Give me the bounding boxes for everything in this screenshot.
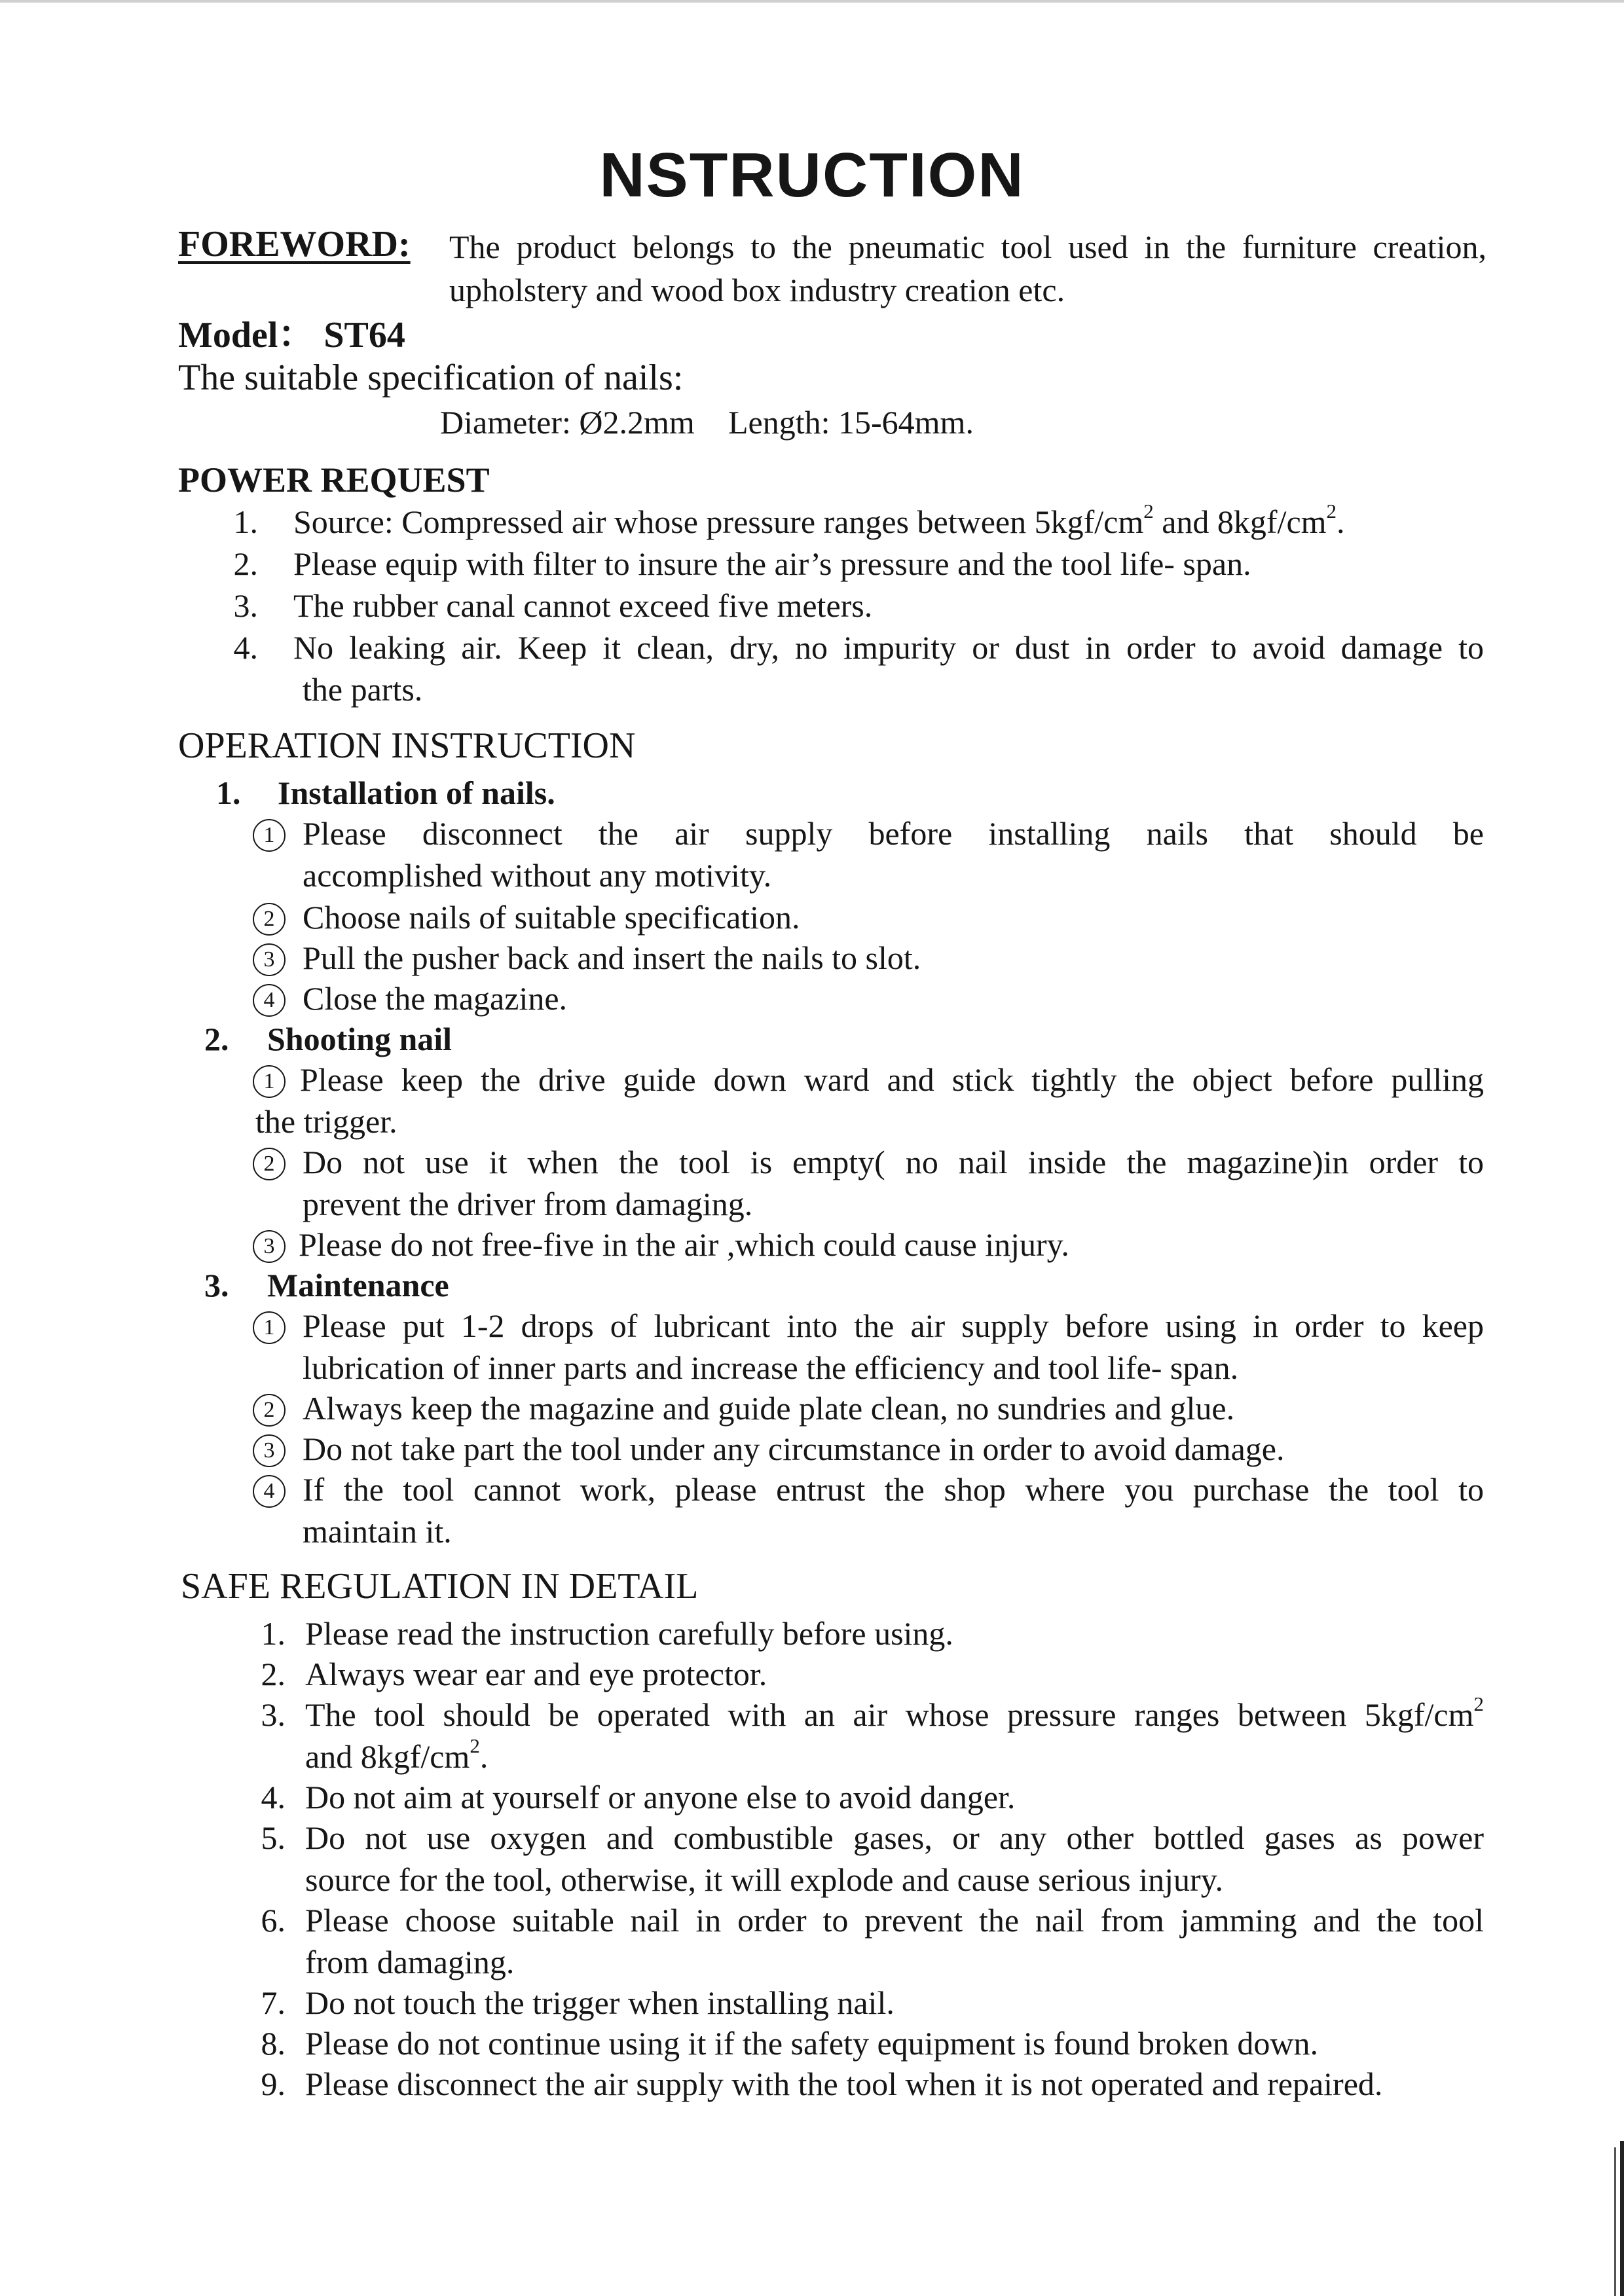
safe-item-4: Do not aim at yourself or anyone else to avoid danger. [305, 1779, 1016, 1815]
nails-diameter: Diameter: Ø2.2mm [440, 404, 695, 441]
op-item-2-1-line-2: the trigger. [255, 1103, 397, 1140]
op-item-1-3 [253, 938, 293, 978]
safe-item-7: Do not touch the trigger when installing nail. [305, 1984, 895, 2021]
op-item-1-3-text: Pull the pusher back and insert the nails to slot. [303, 939, 921, 976]
section-number: 3. [204, 1267, 229, 1303]
op-item-3-2 [253, 1388, 293, 1429]
safe-item-9: Please disconnect the air supply with the tool when it is not operated and repaired. [305, 2066, 1383, 2102]
circled-number: 3 [253, 1434, 286, 1467]
safe-item-1: Please read the instruction carefully before using. [305, 1615, 953, 1652]
section-number: 2. [204, 1021, 229, 1057]
op-item-1-1 [253, 813, 293, 854]
circled-number: 2 [253, 903, 286, 936]
power-item-2: Please equip with filter to insure the air’s pressure and the tool life- span. [293, 545, 1251, 582]
safe-item-6-line-2: from damaging. [305, 1944, 515, 1980]
list-number: 7. [261, 1984, 286, 2021]
power-item-4-line-1: No leaking air. Keep it clean, dry, no impurity or dust in order to avoid damage to [293, 629, 1484, 666]
nails-length: Length: 15-64mm. [728, 404, 974, 441]
list-number: 5. [261, 1819, 286, 1856]
list-number: 8. [261, 2025, 286, 2062]
op-item-2-2-line-1: Do not use it when the tool is empty( no nail inside the magazine)in order to [303, 1144, 1484, 1180]
circled-number: 3 [253, 1230, 286, 1263]
op-item-3-2-text: Always keep the magazine and guide plate clean, no sundries and glue. [303, 1390, 1235, 1427]
list-number: 3. [233, 587, 258, 624]
circled-number: 4 [253, 1475, 286, 1508]
op-item-3-4-line-2: maintain it. [303, 1513, 452, 1550]
circled-number: 4 [253, 984, 286, 1017]
op-item-3-3-text: Do not take part the tool under any circumstance in order to avoid damage. [303, 1430, 1285, 1467]
op-item-2-2-line-2: prevent the driver from damaging. [303, 1186, 753, 1222]
op-item-1-4-text: Close the magazine. [303, 980, 568, 1017]
op-item-2-1-line-1: Please keep the drive guide down ward and stick tightly the object before pulling [300, 1061, 1484, 1098]
op-item-1-1-line-1: Please disconnect the air supply before installing nails that should be [303, 815, 1484, 852]
foreword-line-1: The product belongs to the pneumatic tool used in the furniture creation, [449, 228, 1486, 265]
operation-heading: OPERATION INSTRUCTION [178, 725, 636, 766]
model-label: Model： ST64 [178, 315, 405, 355]
list-number: 6. [261, 1902, 286, 1939]
safe-item-3-line-1: The tool should be operated with an air whose pressure ranges between $5kgf/cm^2$ [305, 1692, 1484, 1733]
safe-item-8: Please do not continue using it if the safety equipment is found broken down. [305, 2025, 1318, 2062]
op-item-2-3 [253, 1224, 293, 1265]
op-item-3-4 [253, 1469, 293, 1510]
section-title-maintenance: Maintenance [267, 1267, 449, 1303]
list-number: 2. [233, 545, 258, 582]
op-item-3-3 [253, 1429, 293, 1469]
scan-edge-mark [1614, 2147, 1616, 2296]
nails-spec-heading: The suitable specification of nails: [178, 357, 684, 398]
safe-item-5-line-2: source for the tool, otherwise, it will explode and cause serious injury. [305, 1861, 1223, 1898]
list-number: 1. [261, 1615, 286, 1652]
safe-item-3-line-2: and $8kgf/cm^2$. [305, 1734, 489, 1775]
op-item-1-2 [253, 897, 293, 938]
scan-top-edge [0, 0, 1624, 3]
op-item-2-1 [253, 1059, 293, 1100]
page-title: NSTRUCTION [599, 140, 1025, 210]
circled-number: 1 [253, 1311, 286, 1344]
foreword-label: FOREWORD: [178, 224, 411, 264]
list-number: 4. [233, 629, 258, 666]
op-item-3-1-line-2: lubrication of inner parts and increase the efficiency and tool life- span. [303, 1349, 1239, 1386]
circled-number: 3 [253, 943, 286, 976]
power-item-4-line-2: the parts. [303, 671, 423, 708]
op-item-2-3-text: Please do not free-five in the air ,which could cause injury. [299, 1226, 1069, 1263]
power-item-3: The rubber canal cannot exceed five meters. [293, 587, 873, 624]
circled-number: 2 [253, 1394, 286, 1427]
list-number: 3. [261, 1696, 286, 1733]
power-item-1: Source: Compressed air whose pressure ranges between $5kgf/cm^2$ and $8kgf/cm^2$. [293, 499, 1345, 540]
op-item-3-1-line-1: Please put 1-2 drops of lubricant into the air supply before using in order to keep [303, 1307, 1484, 1344]
op-item-1-4 [253, 978, 293, 1019]
scan-edge-mark [1620, 2141, 1624, 2296]
safe-item-6-line-1: Please choose suitable nail in order to prevent the nail from jamming and the tool [305, 1902, 1484, 1939]
safe-regulation-heading: SAFE REGULATION IN DETAIL [181, 1566, 699, 1607]
foreword-line-2: upholstery and wood box industry creation etc. [449, 272, 1065, 308]
safe-item-2: Always wear ear and eye protector. [305, 1656, 767, 1692]
op-item-3-1 [253, 1305, 293, 1346]
list-number: 1. [233, 503, 258, 540]
list-number: 4. [261, 1779, 286, 1815]
list-number: 2. [261, 1656, 286, 1692]
section-number: 1. [216, 774, 241, 811]
circled-number: 2 [253, 1148, 286, 1180]
safe-item-5-line-1: Do not use oxygen and combustible gases, or any other bottled gases as power [305, 1819, 1484, 1856]
op-item-1-1-line-2: accomplished without any motivity. [303, 857, 772, 894]
op-item-2-2 [253, 1142, 293, 1182]
op-item-1-2-text: Choose nails of suitable specification. [303, 899, 800, 936]
circled-number: 1 [253, 1065, 286, 1098]
section-title-installation: Installation of nails. [278, 774, 555, 811]
section-title-shooting: Shooting nail [267, 1021, 452, 1057]
op-item-3-4-line-1: If the tool cannot work, please entrust the shop where you purchase the tool to [303, 1471, 1484, 1508]
power-request-heading: POWER REQUEST [178, 460, 490, 500]
circled-number: 1 [253, 819, 286, 852]
list-number: 9. [261, 2066, 286, 2102]
